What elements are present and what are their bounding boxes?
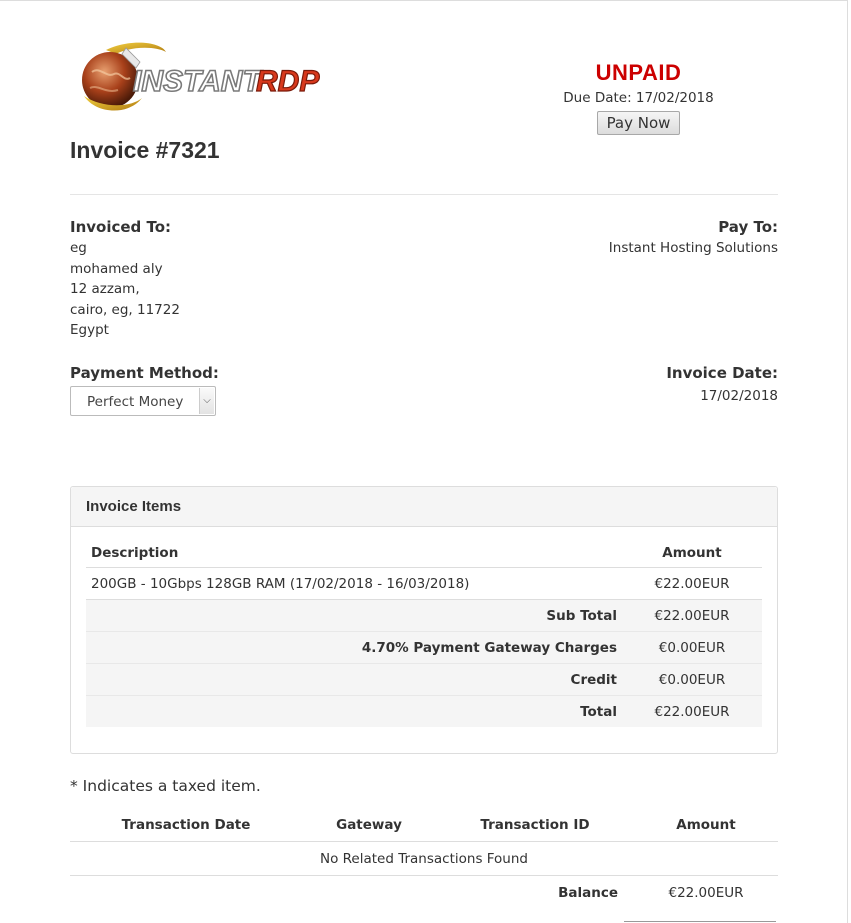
item-amount: €22.00EUR <box>622 568 762 600</box>
summary-label: Total <box>86 696 622 728</box>
empty-transactions-message: No Related Transactions Found <box>70 842 778 876</box>
pay-now-button[interactable]: Pay Now <box>597 111 681 135</box>
column-header-amount: Amount <box>634 808 778 842</box>
address-line: mohamed aly <box>70 260 163 277</box>
status-block <box>540 60 737 135</box>
payment-method-block <box>70 364 219 416</box>
header-divider <box>70 194 778 195</box>
summary-row-gateway-charges <box>86 632 762 664</box>
table-header-row <box>86 538 762 568</box>
invoiced-to-block <box>70 218 180 341</box>
payment-method-label: Payment Method: <box>70 364 219 382</box>
table-row <box>86 568 762 600</box>
summary-amount: €22.00EUR <box>622 600 762 632</box>
summary-row-total <box>86 696 762 728</box>
summary-amount: €0.00EUR <box>622 632 762 664</box>
table-row <box>70 842 778 876</box>
pay-to-block <box>609 218 778 259</box>
pay-to-name: Instant Hosting Solutions <box>608 240 778 256</box>
summary-row-credit <box>86 664 762 696</box>
item-description: 200GB - 10Gbps 128GB RAM (17/02/2018 - 16/03/2018) <box>86 568 622 600</box>
summary-row-subtotal <box>86 600 762 632</box>
address-line: eg <box>70 240 87 256</box>
column-header-transaction-id: Transaction ID <box>436 808 634 842</box>
column-header-gateway: Gateway <box>302 808 436 842</box>
invoice-title: Invoice #7321 <box>70 137 220 163</box>
payment-method-value: Perfect Money <box>87 394 184 410</box>
balance-row <box>70 876 778 910</box>
balance-label: Balance <box>558 884 618 901</box>
pay-to-label: Pay To: <box>718 218 778 236</box>
invoice-date-block <box>666 364 778 407</box>
instantrdp-logo <box>76 38 336 116</box>
invoice-date-value: 17/02/2018 <box>700 388 778 404</box>
column-header-description: Description <box>86 538 622 568</box>
address-line: Egypt <box>70 322 109 338</box>
summary-label: Credit <box>86 664 622 696</box>
panel-title: Invoice Items <box>71 487 777 527</box>
bottom-divider <box>624 921 776 922</box>
address-line: cairo, eg, 11722 <box>70 301 180 318</box>
invoice-items-table <box>86 538 762 727</box>
chevron-down-icon[interactable]: ⌵ <box>199 388 214 414</box>
invoiced-to-label: Invoiced To: <box>70 218 172 236</box>
address-line: 12 azzam, <box>70 281 140 297</box>
invoice-date-label: Invoice Date: <box>666 364 778 382</box>
payment-method-select[interactable] <box>70 386 216 416</box>
logo-text-instant: INSTANT <box>133 65 261 98</box>
logo-text-rdp: RDP <box>256 65 320 98</box>
invoice-items-panel <box>70 486 778 754</box>
status-badge: UNPAID <box>595 60 682 85</box>
column-header-transaction-date: Transaction Date <box>70 808 302 842</box>
taxed-note: * Indicates a taxed item. <box>70 777 261 795</box>
summary-label: 4.70% Payment Gateway Charges <box>86 632 622 664</box>
due-date: Due Date: 17/02/2018 <box>563 90 714 106</box>
transactions-table <box>70 808 778 909</box>
column-header-amount: Amount <box>622 538 762 568</box>
summary-label: Sub Total <box>86 600 622 632</box>
table-header-row <box>70 808 778 842</box>
balance-value: €22.00EUR <box>668 884 744 901</box>
summary-amount: €22.00EUR <box>622 696 762 728</box>
summary-amount: €0.00EUR <box>622 664 762 696</box>
